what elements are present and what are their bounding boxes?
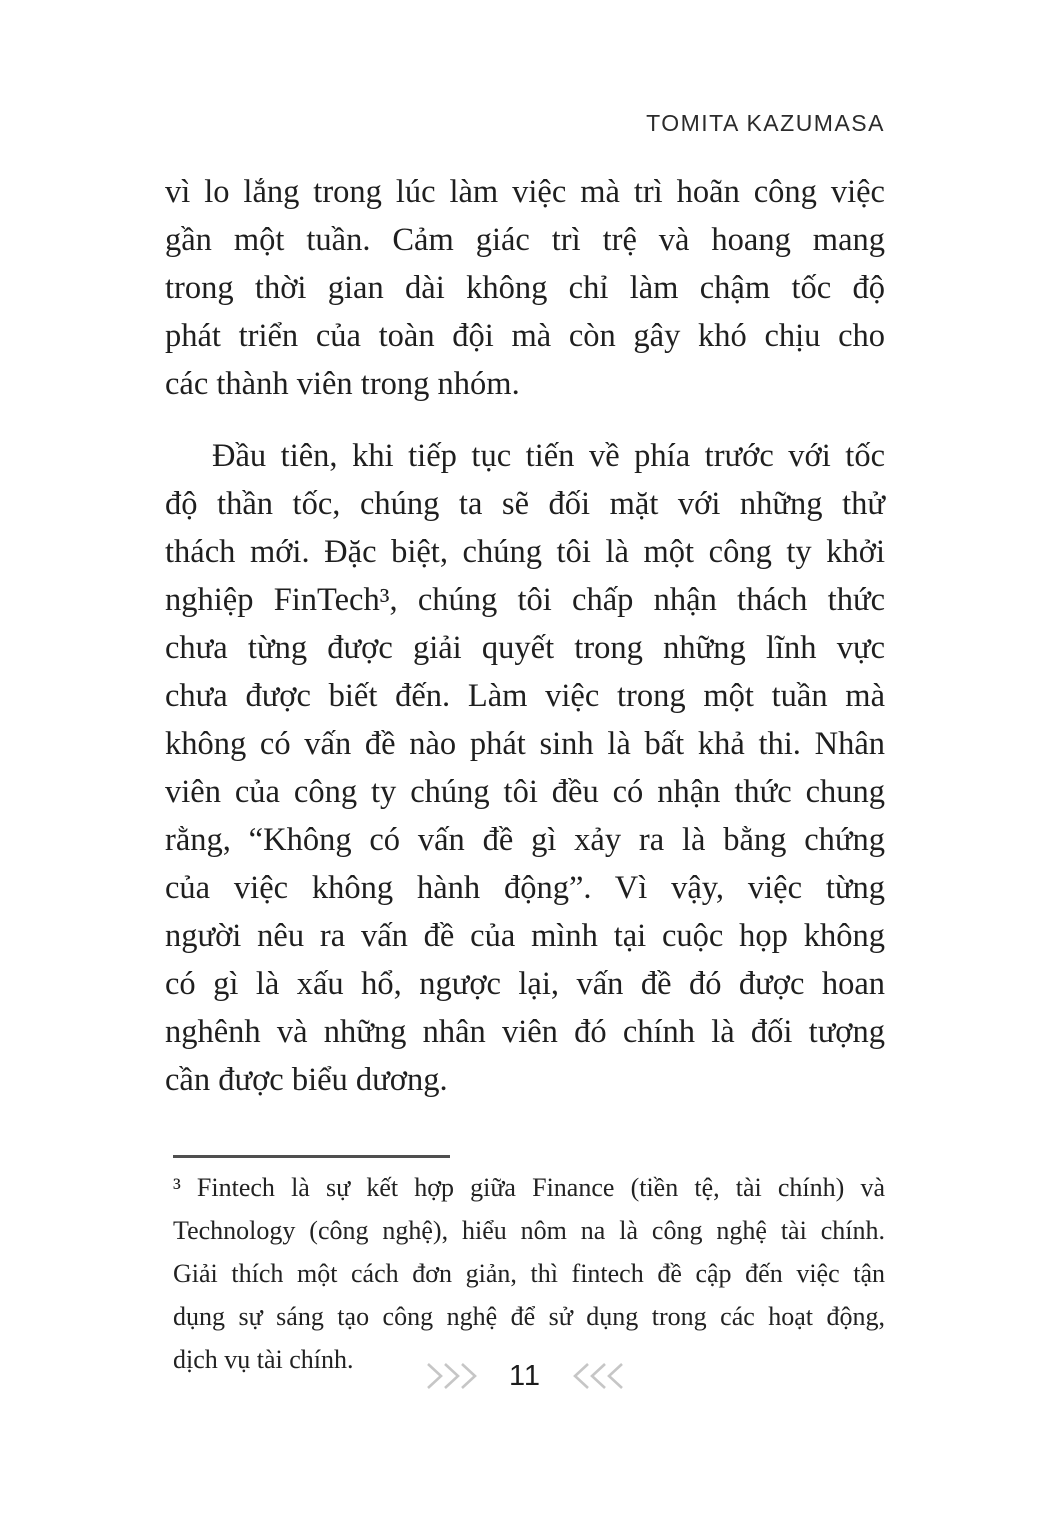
footnote-line: dụng sự sáng tạo công nghệ để sử dụng trong các hoạt động,: [173, 1302, 885, 1331]
footnote-line: ³ Fintech là sự kết hợp giữa Finance (tiền tệ, tài chính) và: [173, 1173, 885, 1202]
body-line: chưa được biết đến. Làm việc trong một tuần mà: [165, 678, 885, 714]
triple-chevron-left-icon: [567, 1361, 625, 1391]
footnote-separator: [173, 1155, 450, 1158]
paragraph-2: [165, 432, 885, 1104]
body-line: chưa từng được giải quyết trong những lĩnh vực: [165, 630, 885, 666]
body-line: viên của công ty chúng tôi đều có nhận thức chung: [165, 774, 885, 810]
page-number: 11: [508, 1359, 542, 1392]
body-line: các thành viên trong nhóm.: [165, 366, 520, 402]
footnote-line: Technology (công nghệ), hiểu nôm na là công nghệ tài chính.: [173, 1216, 885, 1245]
body-text: [165, 168, 885, 1104]
body-line: Đầu tiên, khi tiếp tục tiến về phía trước với tốc: [212, 438, 885, 474]
footnote-line: dịch vụ tài chính.: [173, 1345, 354, 1374]
body-line: vì lo lắng trong lúc làm việc mà trì hoãn công việc: [165, 174, 885, 210]
body-line: có gì là xấu hổ, ngược lại, vấn đề đó được hoan: [165, 966, 885, 1002]
body-line: người nêu ra vấn đề của mình tại cuộc họp không: [165, 918, 885, 954]
body-line: rằng, “Không có vấn đề gì xảy ra là bằng chứng: [165, 822, 885, 858]
triple-chevron-right-icon: [425, 1361, 483, 1391]
body-line: cần được biểu dương.: [165, 1062, 448, 1098]
body-line: phát triển của toàn đội mà còn gây khó chịu cho: [165, 318, 885, 354]
body-line: nghênh và những nhân viên đó chính là đối tượng: [165, 1014, 885, 1050]
body-line: thách mới. Đặc biệt, chúng tôi là một công ty khởi: [165, 534, 885, 570]
body-line: của việc không hành động”. Vì vậy, việc từng: [165, 870, 885, 906]
footnote-line: Giải thích một cách đơn giản, thì fintech đề cập đến việc tận: [173, 1259, 885, 1288]
body-line: độ thần tốc, chúng ta sẽ đối mặt với những thử: [165, 486, 885, 522]
body-line: trong thời gian dài không chỉ làm chậm tốc độ: [165, 270, 885, 306]
body-line: gần một tuần. Cảm giác trì trệ và hoang mang: [165, 222, 885, 258]
page-footer: [165, 1356, 885, 1396]
footnote: [173, 1166, 885, 1381]
running-header-author: TOMITA KAZUMASA: [646, 110, 885, 136]
body-line: không có vấn đề nào phát sinh là bất khả thi. Nhân: [165, 726, 885, 762]
body-line-footnote-ref: nghiệp FinTech³, chúng tôi chấp nhận thách thức: [165, 582, 885, 618]
paragraph-1: [165, 168, 885, 408]
